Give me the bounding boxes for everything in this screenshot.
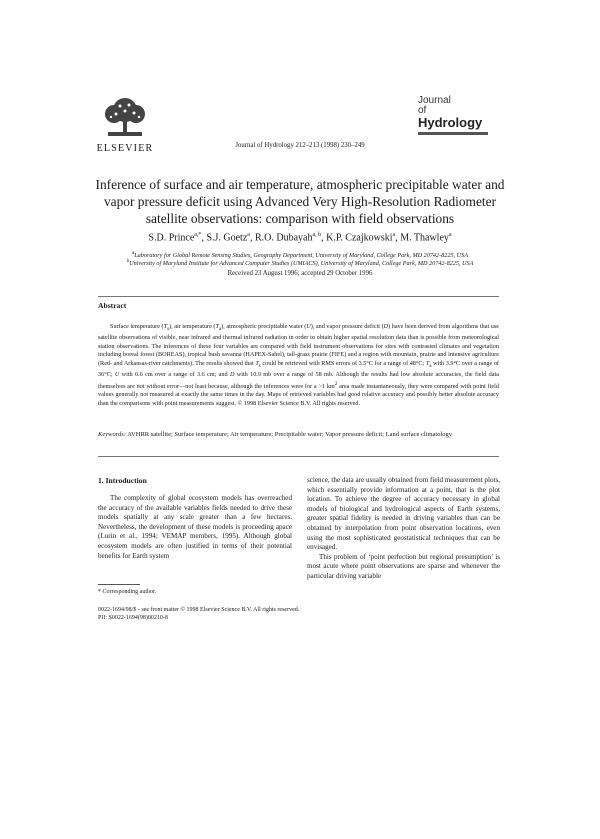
author-sup: a, b xyxy=(312,232,322,238)
keywords xyxy=(98,430,499,439)
author-sep: , xyxy=(395,232,401,244)
journal-logo-line2: of xyxy=(418,105,427,116)
copyright xyxy=(98,606,299,622)
divider-top xyxy=(98,296,499,297)
abstract-frag: ) have been derived from algorithms that use satellite observations of visible, near infrared and thermal infrared radiation in order to obtain higher spatial resolution data than is possible from meteorological station observations. The inferences of these four variables are compared with field instrument observations for sites with contrasted climates and vegetation including boreal forest (BOREAS), tropical bush savanna (HAPEX-Sahel), tall-grass prairie (FIFE) and a region with mountain, prairie and intensive agriculture (Red- and Arkansas-river catchments). The results showed that xyxy=(98,323,499,368)
pii-line: PII: S0022-1694(98)00210-8 xyxy=(98,615,168,621)
divider-bottom xyxy=(98,456,499,457)
abstract-heading: Abstract xyxy=(98,301,127,310)
author-sup: a xyxy=(247,232,250,238)
abstract-var: U xyxy=(306,323,311,330)
intro-paragraph: This problem of ‘point perfection but regional presumption’ is most acute where point observations are sparse and whenever the particular driving variable xyxy=(307,552,500,580)
received-dates: Received 23 August 1996; accepted 29 October 1996 xyxy=(227,270,373,277)
abstract-frag: with 0.6 cm over a range of 3.6 cm; and xyxy=(119,370,230,378)
abstract-frag: with 3.9°C over a range of 36°C; xyxy=(98,360,499,378)
author-sup: a,* xyxy=(194,232,202,238)
abstract-sub: a xyxy=(429,363,432,370)
abstract-frag: ), atmospheric precipitable water ( xyxy=(221,323,307,330)
paper-title: Inference of surface and air temperature, atmospheric precipitable water and vapor pressure deficit using Advanced Very High-Resolution Radiometer satellite observations: comparison with field observations xyxy=(95,177,505,226)
author-sup: a xyxy=(448,232,452,238)
keywords-text: AVHRR satellite; Surface temperature; Air temperature; Precipitable water; Vapor pressure deficit; Land surface climatology xyxy=(125,431,453,438)
abstract-var: T xyxy=(255,360,259,368)
section-heading: 1. Introduction xyxy=(98,476,147,485)
abstract-frag: ), air temperature ( xyxy=(169,323,216,330)
affiliation-text: Laboratory for Global Remote Sensing Studies, Geography Department, University of Maryland, College Park, MD 20742-8225, USA xyxy=(134,252,468,260)
author: R.O. Dubayah xyxy=(254,232,313,244)
footnote-rule xyxy=(98,584,140,585)
affiliation-text: University of Maryland Institute for Advanced Computer Studies (UMIACS), University of Maryland, College Park, MD 20742-8225, USA xyxy=(129,260,474,268)
abstract-var: T xyxy=(425,360,430,368)
abstract-frag: Surface temperature ( xyxy=(110,323,164,330)
intro-left-column: The complexity of global ecosystem models has overreached the accuracy of the available variables fields needed to drive these models spatially at any scale greater than a few hectares. Nevertheless, the development of these models is proceeding apace (Lurin et al., 1994; VEMAP members, 1995). Although global ecosystem models are often justified in terms of their potential benefits for Earth system xyxy=(98,494,292,560)
abstract-frag: could be retrieved with RMS errors of 3.5°C for a range of 48°C; xyxy=(260,360,426,368)
abstract-var: U xyxy=(114,370,120,378)
journal-logo-line1: Journal xyxy=(418,95,451,106)
abstract-sub: a xyxy=(218,326,222,333)
author: S.J. Goetz xyxy=(206,232,248,244)
publisher-name: ELSEVIER xyxy=(96,143,154,154)
abstract-frag: with 10.9 mb over a range of 58 mb. Although the results had low absolute accuracies, the field data themselves are not without error—not least because, although the inferences were for a >1 km xyxy=(98,370,499,390)
intro-paragraph: science, the data are usually obtained from field measurement plots, which essentially provide information at a point, that is the plot location. To achieve the degree of accuracy necessary in global models of biological and hydrological aspects of Earth systems, greater spatial fidelity is needed in driving variables than can be obtained by interpolation from point observation locations, even using the most sophisticated geostatistical techniques that can be envisaged. xyxy=(307,476,500,552)
journal-logo xyxy=(418,96,492,148)
author-sep: , xyxy=(321,232,327,244)
abstract-frag: area made instantaneously, they were compared with point field values generally not measured at exactly the same times in the day. Maps of retrieved variables had good relative accuracy and possibly better absolute accuracy than the comparisons with point measurements suggest. © 1998 Elsevier Science B.V. All rights reserved. xyxy=(98,382,499,408)
author-list xyxy=(0,232,600,243)
abstract-var: T xyxy=(163,323,168,330)
author-sep: , xyxy=(201,232,207,244)
affiliation-sup: a xyxy=(132,251,135,256)
abstract-sub: s xyxy=(258,363,261,370)
journal-citation: Journal of Hydrology 212–213 (1998) 230–249 xyxy=(235,142,365,149)
abstract-text xyxy=(98,323,499,409)
abstract-frag: ), and vapor pressure deficit ( xyxy=(310,323,384,330)
journal-logo-bar xyxy=(418,132,488,135)
abstract-var: D xyxy=(383,323,389,330)
copyright-line: 0022-1694/98/$ - see front matter © 1998 Elsevier Science B.V. All rights reserved. xyxy=(98,607,300,613)
affiliation-sup: b xyxy=(126,259,130,264)
affiliation xyxy=(0,258,600,268)
footnote: * Corresponding author. xyxy=(98,589,157,595)
abstract-sup: 2 xyxy=(334,380,338,387)
author-sep: , xyxy=(249,232,255,244)
abstract-var: T xyxy=(215,323,219,330)
elsevier-tree-icon xyxy=(96,96,154,138)
abstract-sub: s xyxy=(167,326,170,333)
keywords-label: Keywords: xyxy=(98,431,126,438)
author: M. Thawley xyxy=(400,232,449,244)
journal-logo-line3: Hydrology xyxy=(418,115,483,130)
author-sup: a xyxy=(392,232,396,238)
abstract-var: D xyxy=(229,370,235,378)
intro-right-column xyxy=(307,476,500,582)
author: K.P. Czajkowski xyxy=(326,232,393,244)
author: S.D. Prince xyxy=(148,232,195,244)
